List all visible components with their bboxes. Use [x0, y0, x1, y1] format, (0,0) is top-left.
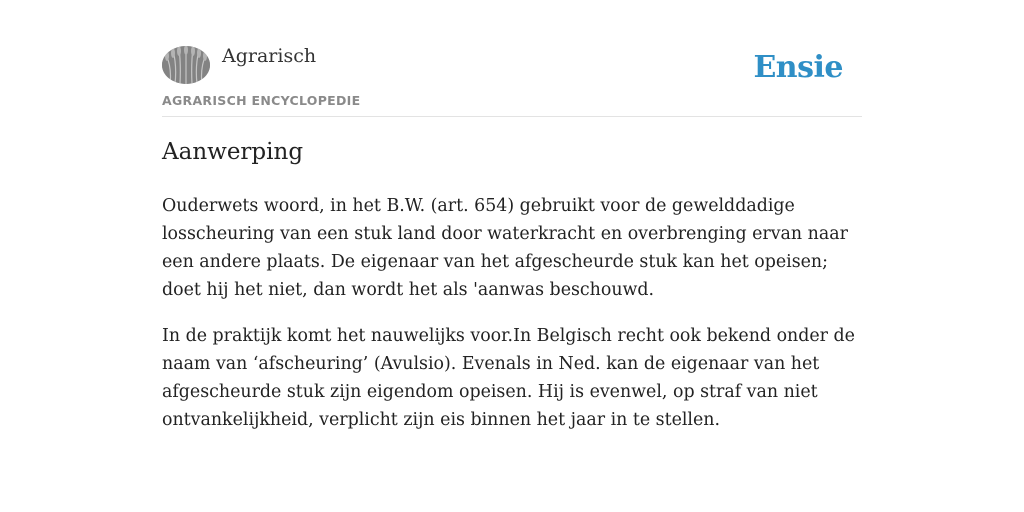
header: [162, 0, 862, 117]
brand-logo[interactable]: Ensie: [753, 50, 843, 85]
source-subtitle: AGRARISCH ENCYCLOPEDIE: [162, 93, 361, 108]
article-page: [162, 0, 862, 512]
source-name[interactable]: Agrarisch: [222, 45, 317, 67]
entry-paragraph: Ouderwets woord, in het B.W. (art. 654) gebruikt voor de gewelddadige losscheuring van een stuk land door waterkracht en overbrenging ervan naar een andere plaats. De eigenaar van het afgescheurde stuk kan het opeisen; doet hij het niet, dan wordt het als 'aanwas beschouwd.: [162, 196, 848, 300]
entry-title: Aanwerping: [162, 139, 304, 165]
entry-body: [162, 192, 862, 452]
entry-paragraph: In de praktijk komt het nauwelijks voor.In Belgisch recht ook bekend onder de naam van ‘afscheuring’ (Avulsio). Evenals in Ned. kan de eigenaar van het afgescheurde stuk zijn eigendom opeisen. Hij is evenwel, op straf van niet ontvankelijkheid, verplicht zijn eis binnen het jaar in te stellen.: [162, 326, 855, 430]
wheat-icon: [162, 46, 210, 84]
source-avatar[interactable]: [162, 46, 210, 84]
